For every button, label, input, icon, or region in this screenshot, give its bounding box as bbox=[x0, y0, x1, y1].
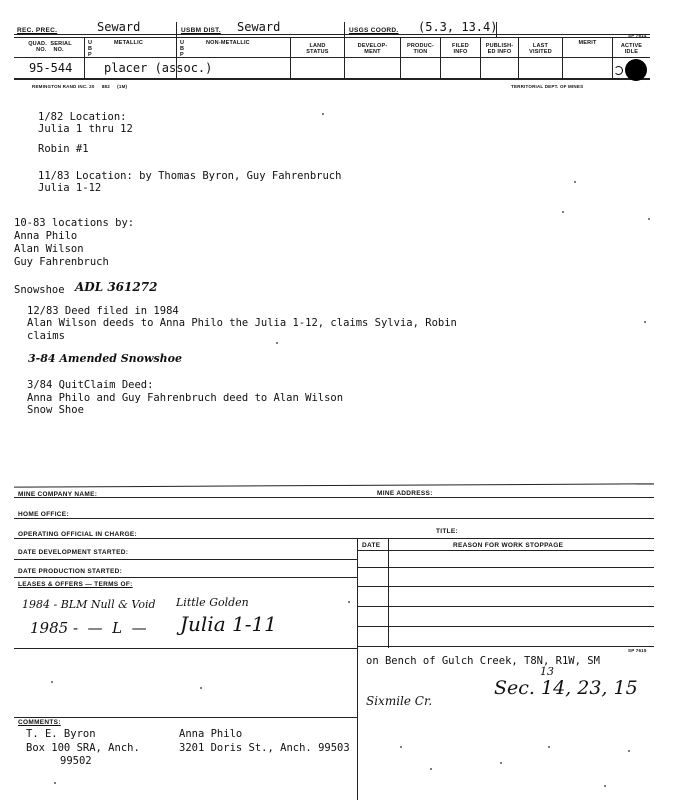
col-production: PRODUC- TION bbox=[406, 43, 435, 55]
col-nonmetallic: NON-METALLIC bbox=[206, 40, 250, 46]
comment-contact-1: T. E. Byron bbox=[26, 728, 96, 740]
speck bbox=[348, 601, 350, 603]
printer-line: REMINGTON RAND INC. 20 882 (1M) bbox=[32, 84, 128, 89]
note-line: Julia 1-12 bbox=[38, 182, 102, 194]
form-code: SP 7614 bbox=[628, 33, 647, 38]
usbm-dist-label: USBM DIST. bbox=[181, 27, 221, 34]
handwritten-amended-note: 3-84 Amended Snowshoe bbox=[28, 352, 183, 365]
comments-label: COMMENTS: bbox=[18, 719, 61, 726]
speck bbox=[562, 211, 564, 213]
col-development: DEVELOP- MENT bbox=[357, 43, 388, 55]
date-production-label: DATE PRODUCTION STARTED: bbox=[18, 568, 123, 575]
speck bbox=[51, 681, 53, 683]
speck bbox=[54, 782, 56, 784]
speck bbox=[644, 321, 646, 323]
commodity-value: placer (assoc.) bbox=[104, 61, 213, 75]
col-land-status: LAND STATUS bbox=[306, 43, 329, 55]
leases-label: LEASES & OFFERS — TERMS OF: bbox=[18, 581, 133, 588]
mine-address-label: MINE ADDRESS: bbox=[377, 490, 433, 497]
idle-mark bbox=[614, 66, 623, 75]
active-idle-dot bbox=[625, 59, 647, 81]
speck bbox=[648, 218, 650, 220]
note-line: Robin #1 bbox=[38, 143, 89, 155]
note-line: Julia 1 thru 12 bbox=[38, 123, 133, 135]
handwritten-sixmile-creek: Sixmile Cr. bbox=[366, 694, 433, 708]
speck bbox=[604, 785, 606, 787]
note-line: 1/82 Location: bbox=[38, 111, 127, 123]
serial-number-value: 95-544 bbox=[29, 61, 73, 75]
speck bbox=[574, 181, 576, 183]
speck bbox=[500, 762, 502, 764]
col-ubp-nonmetallic: U B P bbox=[180, 40, 185, 58]
note-line: claims bbox=[27, 330, 65, 342]
date-development-label: DATE DEVELOPMENT STARTED: bbox=[18, 549, 129, 556]
mine-company-label: MINE COMPANY NAME: bbox=[18, 491, 98, 498]
note-line: Alan Wilson deeds to Anna Philo the Julia 1-12, claims Sylvia, Robin bbox=[27, 317, 457, 329]
note-line: Guy Fahrenbruch bbox=[14, 256, 109, 268]
note-line: 12/83 Deed filed in 1984 bbox=[27, 305, 179, 317]
col-merit: MERIT bbox=[578, 40, 597, 46]
note-line: Anna Philo and Guy Fahrenbruch deed to Alan Wilson bbox=[27, 392, 344, 404]
handwritten-julia-claims: Julia 1-11 bbox=[180, 612, 277, 636]
col-ubp-metallic: U B P bbox=[88, 40, 93, 58]
col-last-visited: LAST VISITED bbox=[529, 43, 552, 55]
speck bbox=[628, 750, 630, 752]
col-metallic: METALLIC bbox=[114, 40, 143, 46]
comment-contact-2: 3201 Doris St., Anch. 99503 bbox=[179, 742, 350, 754]
usgs-coord-value: (5.3, 13.4) bbox=[418, 20, 498, 34]
handwritten-section-13: 13 bbox=[540, 665, 554, 678]
department-line: TERRITORIAL DEPT. OF MINES bbox=[511, 84, 584, 89]
rec-prec-label: REC. PREC. bbox=[17, 27, 58, 34]
col-active-idle: ACTIVE IDLE bbox=[620, 43, 643, 55]
speck bbox=[276, 342, 278, 344]
speck bbox=[548, 746, 550, 748]
handwritten-section: Sec. 14, 23, 15 bbox=[494, 677, 638, 699]
reason-column-label: REASON FOR WORK STOPPAGE bbox=[453, 542, 564, 549]
note-line: Snowshoe bbox=[14, 284, 65, 296]
note-line: Alan Wilson bbox=[14, 243, 84, 255]
date-column-label: DATE bbox=[362, 542, 381, 549]
note-line: Snow Shoe bbox=[27, 404, 84, 416]
col-filed-info: FILED INFO bbox=[452, 43, 469, 55]
comment-contact-2: Anna Philo bbox=[179, 728, 243, 740]
note-line: 3/84 QuitClaim Deed: bbox=[27, 379, 154, 391]
handwritten-little-golden: Little Golden bbox=[176, 596, 249, 609]
rec-prec-value: Seward bbox=[97, 20, 141, 34]
speck bbox=[322, 113, 324, 115]
home-office-label: HOME OFFICE: bbox=[18, 511, 69, 518]
col-quad-serial: QUAD. SERIAL NO. NO. bbox=[28, 41, 72, 53]
handwritten-lease-1985: 1985 - — L — bbox=[30, 619, 147, 637]
note-line: 10-83 locations by: bbox=[14, 217, 135, 229]
speck bbox=[400, 746, 402, 748]
note-line: Anna Philo bbox=[14, 230, 78, 242]
comment-contact-1: Box 100 SRA, Anch. bbox=[26, 742, 140, 754]
handwritten-adl-number: ADL 361272 bbox=[75, 280, 158, 294]
speck bbox=[200, 687, 202, 689]
note-line: 11/83 Location: by Thomas Byron, Guy Fahrenbruch bbox=[38, 170, 342, 182]
speck bbox=[430, 768, 432, 770]
usgs-coord-label: USGS COORD. bbox=[349, 27, 399, 34]
form-code-2: SP 7615 bbox=[628, 648, 647, 653]
handwritten-lease-1984: 1984 - BLM Null & Void bbox=[22, 598, 156, 611]
usbm-dist-value: Seward bbox=[237, 20, 281, 34]
col-published-info: PUBLISH- ED INFO bbox=[485, 43, 514, 55]
operating-official-label: OPERATING OFFICIAL IN CHARGE: bbox=[18, 531, 137, 538]
comment-contact-1: 99502 bbox=[60, 755, 92, 767]
title-label: TITLE: bbox=[436, 528, 459, 535]
location-description: on Bench of Gulch Creek, T8N, R1W, SM bbox=[366, 655, 600, 667]
